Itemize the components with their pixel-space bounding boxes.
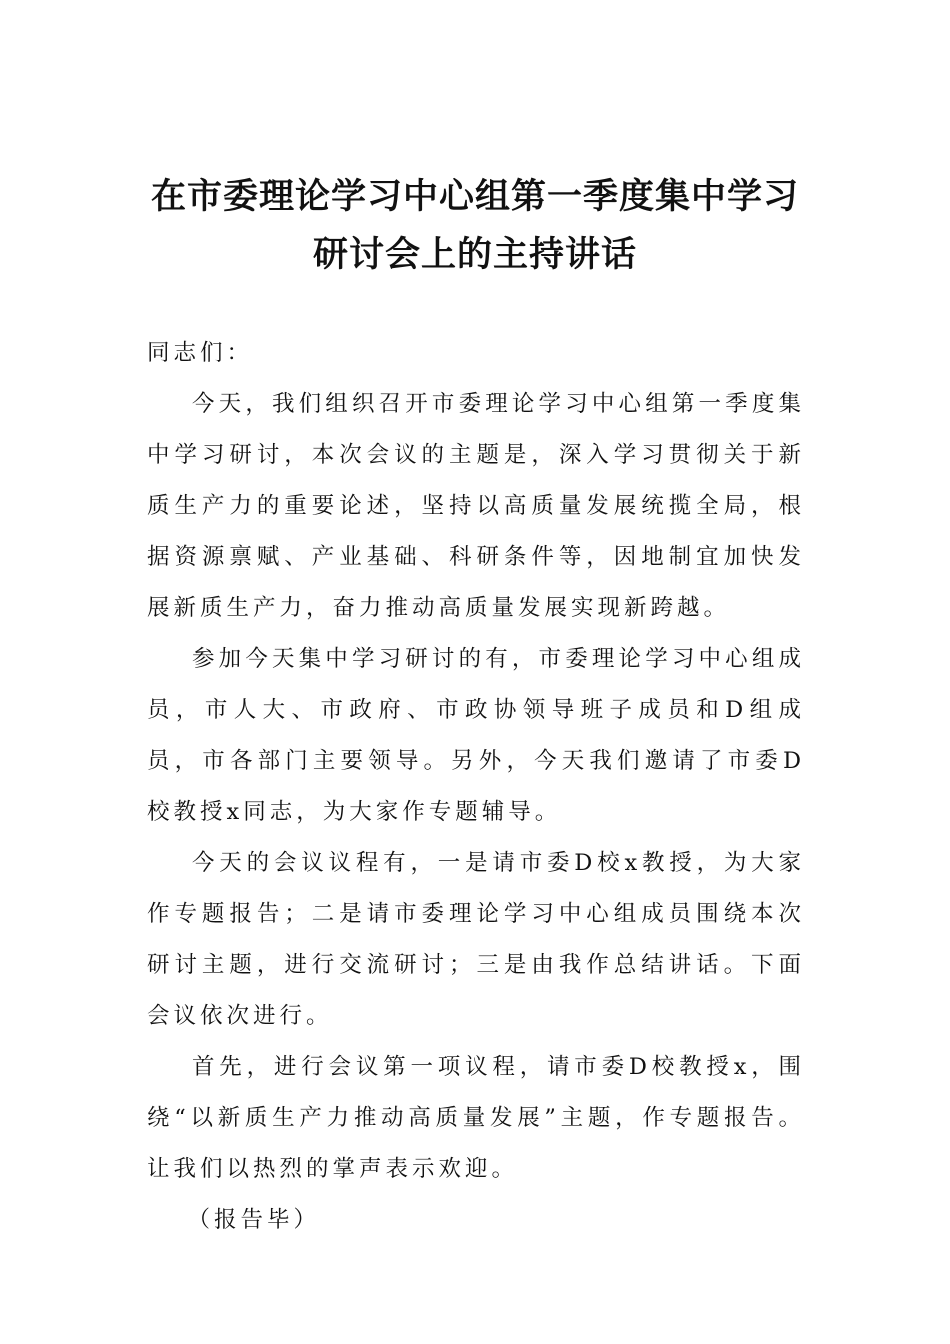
paragraph-first-item: 首先，进行会议第一项议程，请市委D校教授x，围绕“以新质生产力推动高质量发展”主题，作专题报告。让我们以热烈的掌声表示欢迎。 bbox=[147, 1054, 805, 1182]
title-line-2: 研讨会上的主持讲话 bbox=[312, 235, 637, 275]
document-body bbox=[147, 328, 805, 1246]
salutation: 同志们： bbox=[147, 340, 254, 366]
title-line-1: 在市委理论学习中心组第一季度集中学习 bbox=[150, 177, 799, 217]
closing-note: （报告毕） bbox=[187, 1207, 321, 1233]
document-title bbox=[100, 168, 850, 284]
paragraph-opening: 今天，我们组织召开市委理论学习中心组第一季度集中学习研讨，本次会议的主题是，深入学习贯彻关于新质生产力的重要论述，坚持以高质量发展统揽全局，根据资源禀赋、产业基础、科研条件等，因地制宜加快发展新质生产力，奋力推动高质量发展实现新跨越。 bbox=[147, 391, 805, 621]
paragraph-attendees: 参加今天集中学习研讨的有，市委理论学习中心组成员，市人大、市政府、市政协领导班子成员和D组成员，市各部门主要领导。另外，今天我们邀请了市委D校教授x同志，为大家作专题辅导。 bbox=[147, 646, 805, 825]
paragraph-agenda: 今天的会议议程有，一是请市委D校x教授，为大家作专题报告；二是请市委理论学习中心组成员围绕本次研讨主题，进行交流研讨；三是由我作总结讲话。下面会议依次进行。 bbox=[147, 850, 805, 1029]
